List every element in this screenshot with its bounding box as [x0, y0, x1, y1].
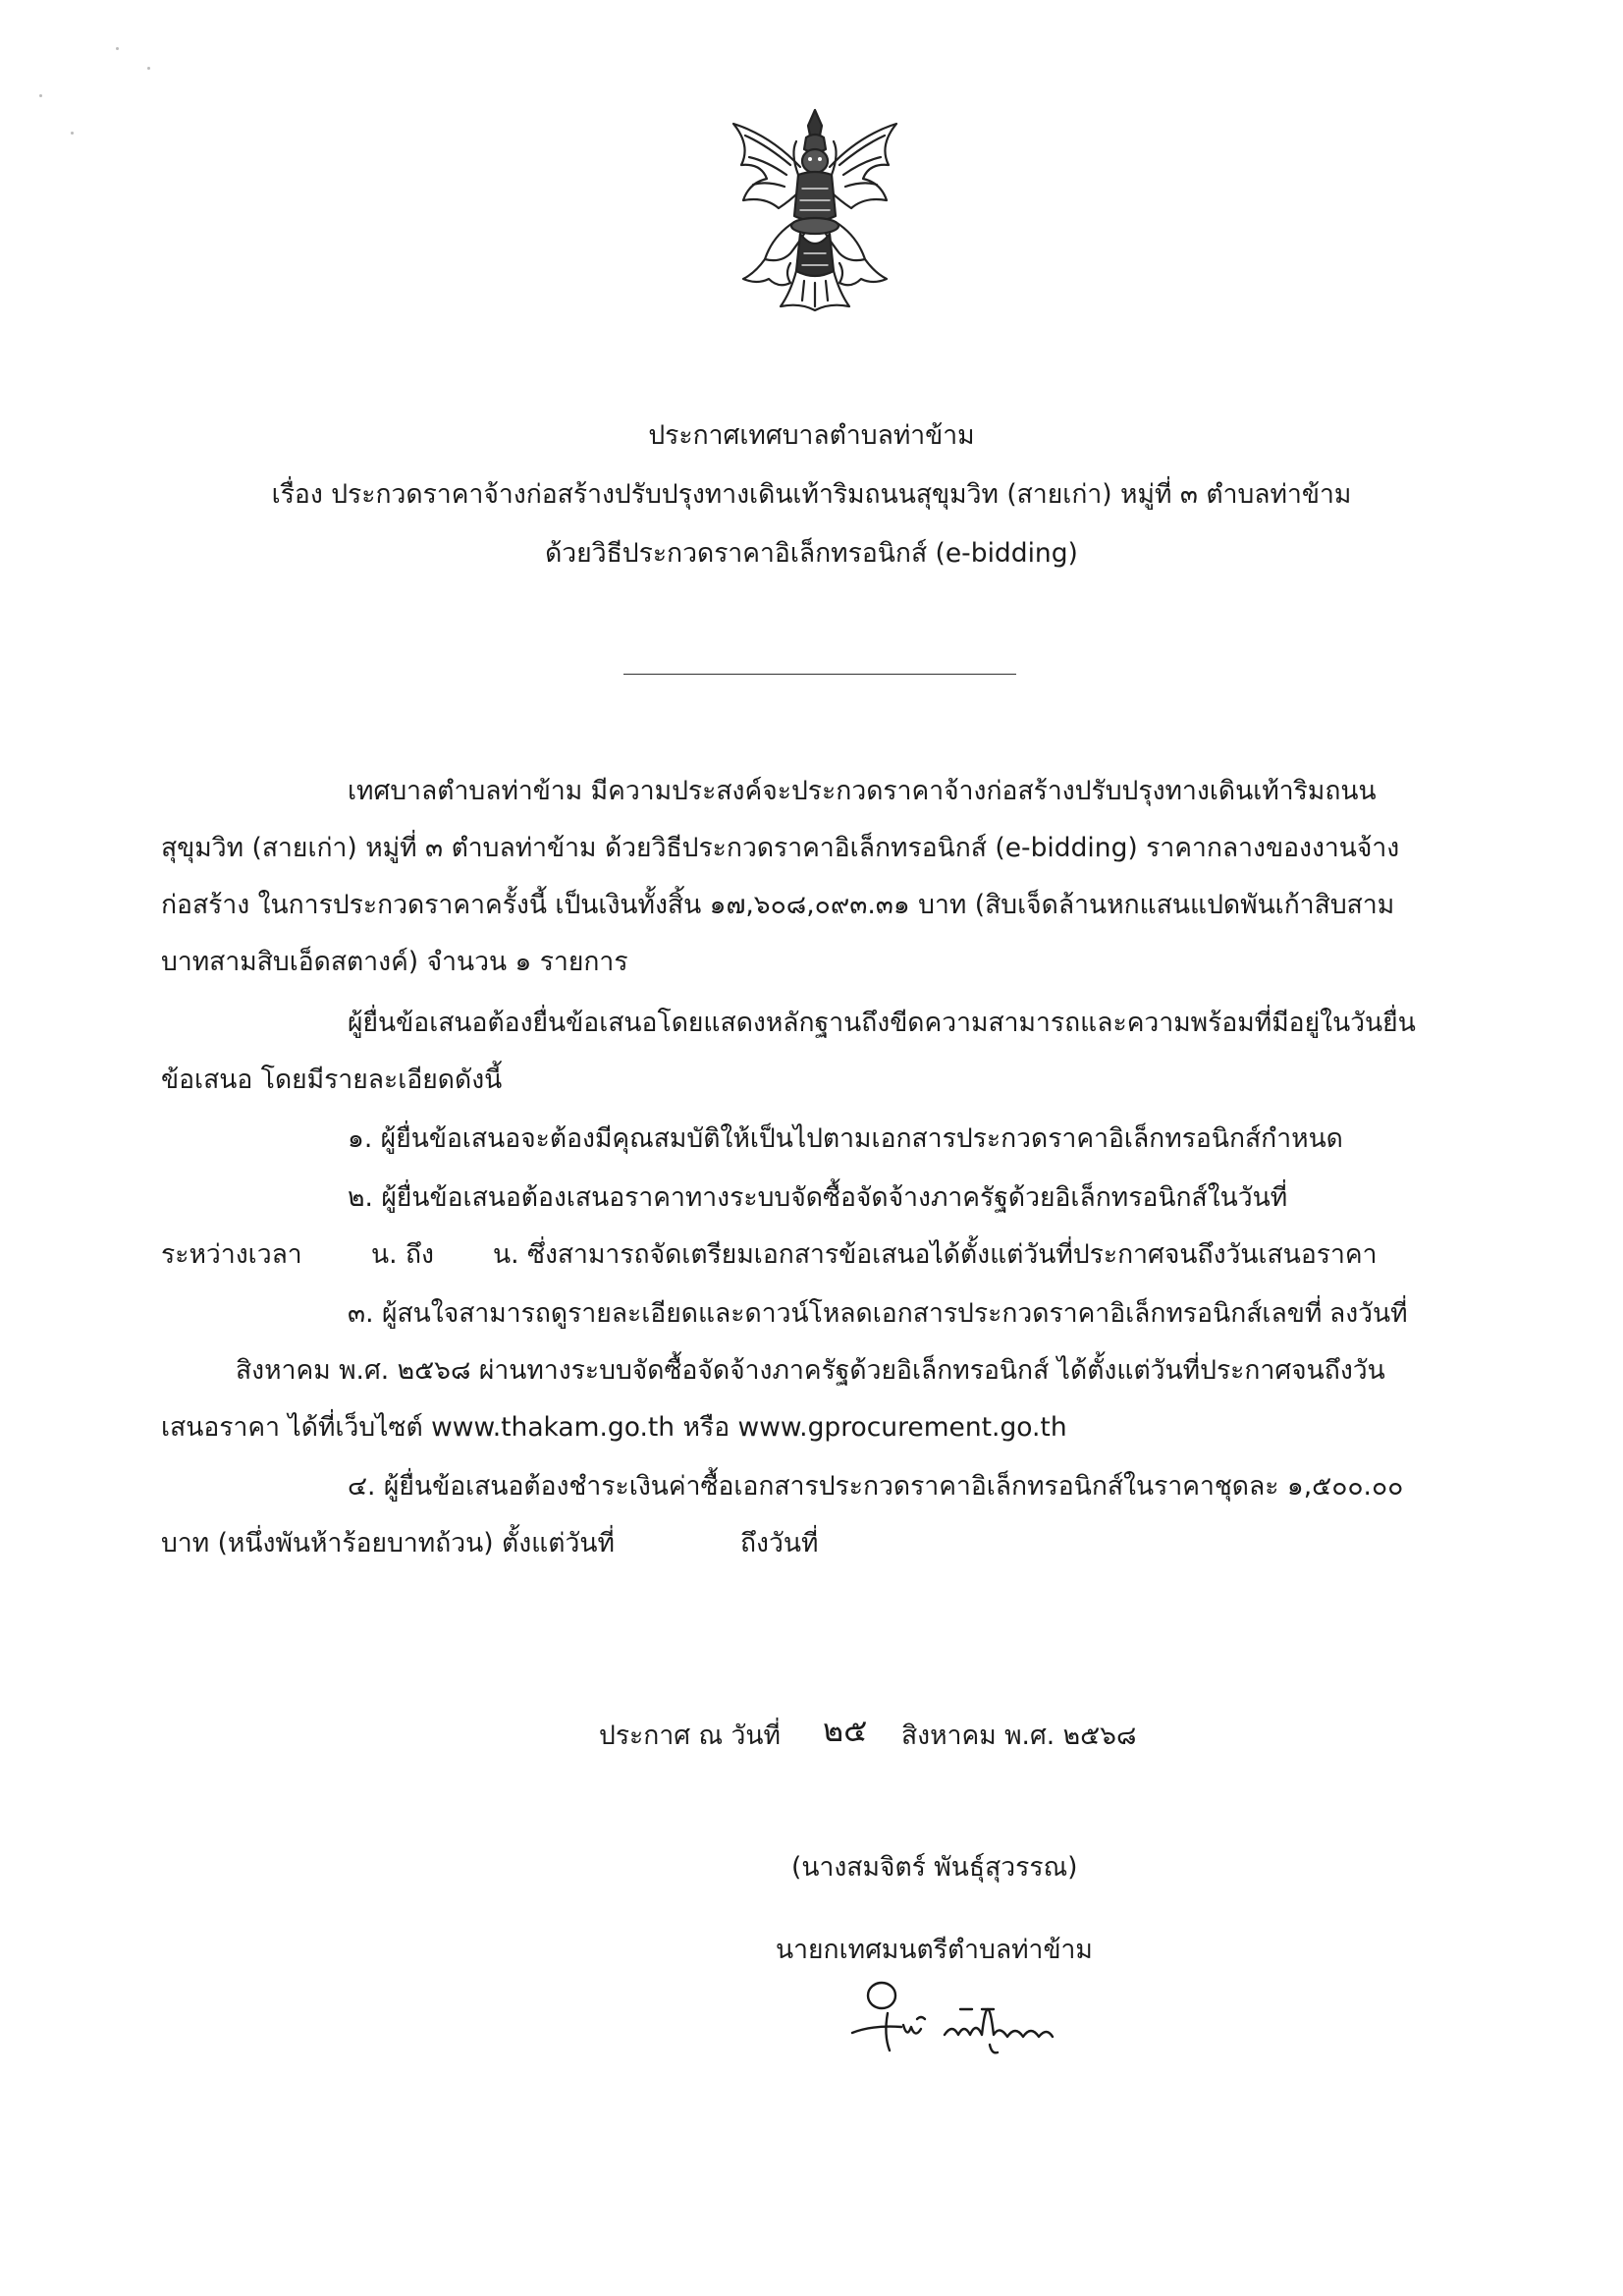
- handwritten-signature: [842, 1976, 1108, 2064]
- announcement-title: ประกาศเทศบาลตำบลท่าข้าม: [648, 420, 975, 451]
- item-4-line-2: บาท (หนึ่งพันห้าร้อยบาทถ้วน) ตั้งแต่วันที่: [161, 1528, 615, 1558]
- paragraph-1-line-2: สุขุมวิท (สายเก่า) หมู่ที่ ๓ ตำบลท่าข้าม ด้วยวิธีประกวดราคาอิเล็กทรอนิกส์ (e-bidding) ราคากลางของงานจ้าง: [161, 833, 1400, 863]
- item-2-line-2-rest: น. ซึ่งสามารถจัดเตรียมเอกสารข้อเสนอได้ตั้งแต่วันที่ประกาศจนถึงวันเสนอราคา: [493, 1239, 1378, 1270]
- item-3-line-1: ๓. ผู้สนใจสามารถดูรายละเอียดและดาวน์โหลดเอกสารประกวดราคาอิเล็กทรอนิกส์เลขที่: [348, 1298, 1323, 1329]
- signer-title: นายกเทศมนตรีตำบลท่าข้าม: [776, 1935, 1093, 1965]
- item-4-to-date-label: ถึงวันที่: [740, 1528, 819, 1558]
- paragraph-2-line-1: ผู้ยื่นข้อเสนอต้องยื่นข้อเสนอโดยแสดงหลักฐานถึงขีดความสามารถและความพร้อมที่มีอยู่ในวันยื่น: [348, 1008, 1416, 1038]
- paragraph-2-line-2: ข้อเสนอ โดยมีรายละเอียดดังนี้: [161, 1065, 503, 1095]
- scan-speck: [71, 132, 74, 135]
- announce-date-suffix: สิงหาคม พ.ศ. ๒๕๖๘: [901, 1721, 1137, 1751]
- announcement-subject: เรื่อง ประกวดราคาจ้างก่อสร้างปรับปรุงทางเดินเท้าริมถนนสุขุมวิท (สายเก่า) หมู่ที่ ๓ ตำบลท่าข้าม: [271, 479, 1352, 510]
- paragraph-1-line-4: บาทสามสิบเอ็ดสตางค์) จำนวน ๑ รายการ: [161, 947, 628, 977]
- paragraph-1-line-1: เทศบาลตำบลท่าข้าม มีความประสงค์จะประกวดราคาจ้างก่อสร้างปรับปรุงทางเดินเท้าริมถนน: [348, 776, 1377, 806]
- item-2-time-label: ระหว่างเวลา: [161, 1239, 302, 1270]
- item-1: ๑. ผู้ยื่นข้อเสนอจะต้องมีคุณสมบัติให้เป็นไปตามเอกสารประกวดราคาอิเล็กทรอนิกส์กำหนด: [348, 1123, 1343, 1154]
- garuda-emblem-icon: [722, 106, 908, 314]
- announcement-method: ด้วยวิธีประกวดราคาอิเล็กทรอนิกส์ (e-bidding): [545, 538, 1078, 569]
- scan-speck: [147, 67, 150, 70]
- scan-speck: [39, 94, 42, 97]
- scan-speck: [116, 47, 119, 50]
- announce-date-prefix: ประกาศ ณ วันที่: [599, 1721, 781, 1751]
- paragraph-1-line-3: ก่อสร้าง ในการประกวดราคาครั้งนี้ เป็นเงินทั้งสิ้น ๑๗,๖๐๘,๐๙๓.๓๑ บาท (สิบเจ็ดล้านหกแสนแปดพันเก้าสิบสาม: [161, 890, 1395, 920]
- announce-date-day: ๒๕: [823, 1712, 868, 1749]
- item-3-line-3: เสนอราคา ได้ที่เว็บไซต์ www.thakam.go.th หรือ www.gprocurement.go.th: [161, 1412, 1067, 1443]
- item-2-line-1: ๒. ผู้ยื่นข้อเสนอต้องเสนอราคาทางระบบจัดซื้อจัดจ้างภาครัฐด้วยอิเล็กทรอนิกส์ในวันที่: [348, 1182, 1288, 1213]
- signer-name: (นางสมจิตร์ พันธุ์สุวรรณ): [791, 1852, 1078, 1883]
- item-4-line-1: ๔. ผู้ยื่นข้อเสนอต้องชำระเงินค่าซื้อเอกสารประกวดราคาอิเล็กทรอนิกส์ในราคาชุดละ ๑,๕๐๐.๐๐: [348, 1471, 1404, 1502]
- item-2-time-to: น. ถึง: [371, 1239, 434, 1270]
- title-divider: [623, 674, 1016, 675]
- item-3-dated-label: ลงวันที่: [1329, 1298, 1408, 1329]
- item-3-line-2: สิงหาคม พ.ศ. ๒๕๖๘ ผ่านทางระบบจัดซื้อจัดจ้างภาครัฐด้วยอิเล็กทรอนิกส์ ได้ตั้งแต่วันที่ประกาศจนถึงวัน: [236, 1355, 1385, 1386]
